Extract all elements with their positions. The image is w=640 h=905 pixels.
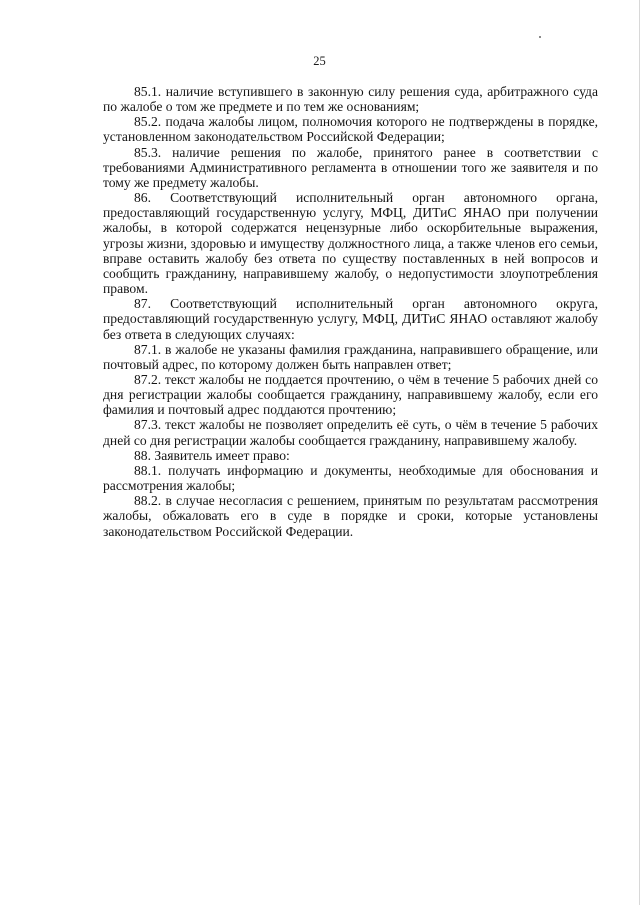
paragraph-88-1: 88.1. получать информацию и документы, необходимые для обоснования и рассмотрения жалобы; bbox=[103, 462, 598, 494]
paragraph-86: 86. Соответствующий исполнительный орган автономного органа, предоставляющий государственную услугу, МФЦ, ДИТиС ЯНАО при получении жалобы, в которой содержатся нецензурные либо оскорбительные выражения, угрозы жизни, здоровью и имуществу должностного лица, а также членов его семьи, вправе оставить жалобу без ответа по существу поставленных в ней вопросов и сообщить гражданину, направившему жалобу, о недопустимости злоупотребления правом. bbox=[103, 190, 598, 297]
paragraph-87: 87. Соответствующий исполнительный орган автономного округа, предоставляющий государственную услугу, МФЦ, ДИТиС ЯНАО оставляют жалобу без ответа в следующих случаях: bbox=[103, 296, 598, 342]
paragraph-87-3: 87.3. текст жалобы не позволяет определить её суть, о чём в течение 5 рабочих дней со дня регистрации жалобы сообщается гражданину, направившему жалобу. bbox=[103, 417, 598, 448]
paragraph-87-1: 87.1. в жалобе не указаны фамилия гражданина, направившего обращение, или почтовый адрес, по которому должен быть направлен ответ; bbox=[103, 341, 598, 372]
paragraph-88: 88. Заявитель имеет право: bbox=[134, 447, 290, 463]
scan-speck bbox=[539, 36, 541, 38]
paragraph-85-2: 85.2. подача жалобы лицом, полномочия которого не подтверждены в порядке, установленном законодательством Российской Федерации; bbox=[103, 114, 598, 145]
document-body bbox=[103, 84, 598, 539]
page-number: 25 bbox=[313, 54, 326, 68]
paragraph-87-2: 87.2. текст жалобы не поддается прочтению, о чём в течение 5 рабочих дней со дня регистрации жалобы сообщается гражданину, направившему жалобу, если его фамилия и почтовый адрес поддаются прочтению; bbox=[103, 371, 598, 418]
paragraph-85-1: 85.1. наличие вступившего в законную силу решения суда, арбитражного суда по жалобе о том же предмете и по тем же основаниям; bbox=[103, 84, 598, 115]
paragraph-85-3: 85.3. наличие решения по жалобе, принятого ранее в соответствии с требованиями Административного регламента в отношении того же заявителя и по тому же предмету жалобы. bbox=[103, 144, 598, 190]
paragraph-88-2: 88.2. в случае несогласия с решением, принятым по результатам рассмотрения жалобы, обжаловать его в суде в порядке и сроки, которые установлены законодательством Российской Федерации. bbox=[103, 493, 598, 539]
